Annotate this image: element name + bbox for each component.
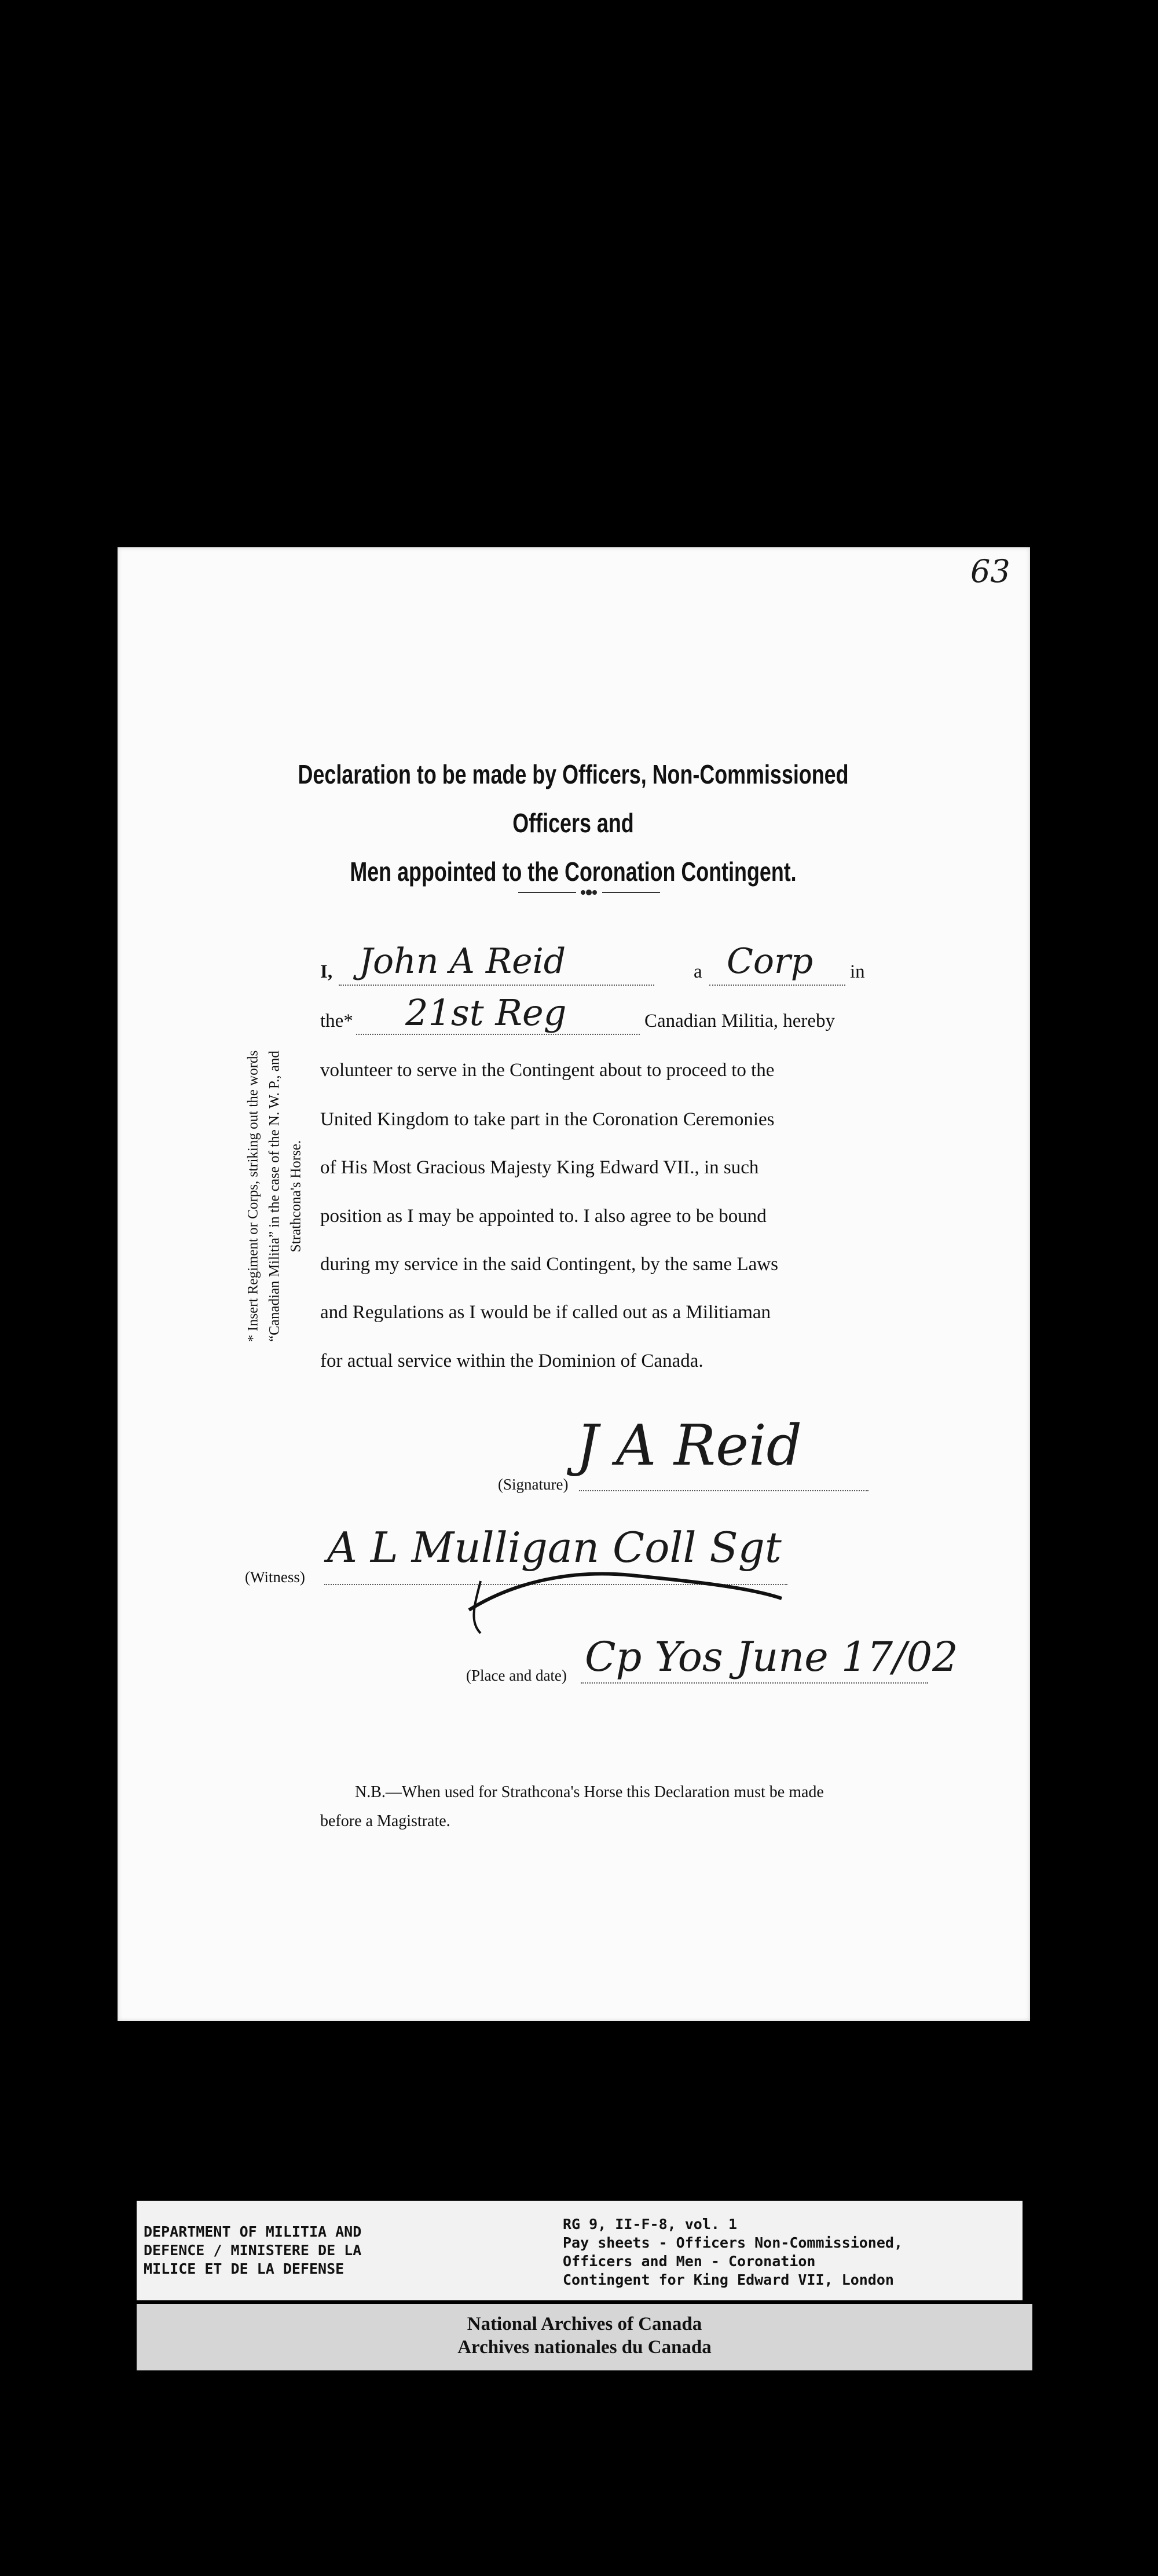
declaration-line-3: volunteer to serve in the Contingent about to proceed to the (320, 1060, 775, 1081)
place-date-field-line (581, 1682, 928, 1684)
side-note-line-3: Strathcona's Horse. (288, 1140, 304, 1253)
title-line-2: Men appointed to the Coronation Contingent. (350, 857, 797, 887)
signature-handwritten: J A Reid (576, 1413, 802, 1478)
rank-field-line (709, 985, 845, 986)
archive-reference-line-2: Pay sheets - Officers Non-Commissioned, (563, 2234, 903, 2251)
national-archives-line-1: National Archives of Canada (467, 2314, 702, 2334)
place-date-label: (Place and date) (466, 1667, 567, 1684)
document-title (280, 750, 867, 896)
signature-label: (Signature) (498, 1476, 569, 1493)
archive-department-line-3: MILICE ET DE LA DEFENSE (144, 2260, 345, 2277)
declaration-line-8: and Regulations as I would be if called out as a Militiaman (320, 1302, 771, 1323)
archive-reference-line-4: Contingent for King Edward VII, London (563, 2271, 894, 2288)
page-number: 63 (970, 553, 1010, 590)
rank-handwritten: Corp (727, 941, 813, 982)
line-2-rest: Canadian Militia, hereby (644, 1011, 835, 1031)
witness-flourish (446, 1558, 793, 1639)
name-field-line (339, 985, 654, 986)
a-label: a (694, 961, 702, 982)
side-note-line-2: “Canadian Militia” in the case of the N. W. P., and (266, 1051, 283, 1342)
in-label: in (850, 961, 865, 982)
archive-reference-line-3: Officers and Men - Coronation (563, 2253, 816, 2270)
archive-department-line-1: DEPARTMENT OF MILITIA AND (144, 2223, 362, 2240)
nb-note (320, 1778, 899, 1836)
declaration-line-6: position as I may be appointed to. I also agree to be bound (320, 1206, 767, 1227)
regiment-handwritten: 21st Reg (405, 991, 567, 1034)
archive-reference (563, 2215, 1020, 2289)
witness-handwritten: A L Mulligan Coll Sgt (327, 1523, 782, 1572)
declaration-line-5: of His Most Gracious Majesty King Edward VII., in such (320, 1157, 759, 1178)
archive-reference-line-1: RG 9, II-F-8, vol. 1 (563, 2216, 738, 2233)
declaration-line-4: United Kingdom to take part in the Coronation Ceremonies (320, 1109, 775, 1130)
declaration-line-9: for actual service within the Dominion of Canada. (320, 1351, 703, 1371)
title-line-1: Declaration to be made by Officers, Non-Commissioned Officers and (298, 759, 849, 838)
national-archives-text (137, 2312, 1032, 2359)
regiment-field-line (356, 1034, 640, 1035)
declaration-line-7: during my service in the said Contingent, by the same Laws (320, 1254, 778, 1275)
signature-field-line (579, 1490, 868, 1491)
archive-department (144, 2223, 456, 2278)
side-note-line-1: * Insert Regiment or Corps, striking out the words (245, 1050, 261, 1342)
witness-label: (Witness) (245, 1568, 305, 1586)
nb-line-2: before a Magistrate. (320, 1812, 450, 1830)
name-handwritten: John A Reid (359, 941, 566, 982)
i-label: I, (320, 961, 333, 982)
nb-line-1: N.B.—When used for Strathcona's Horse this Declaration must be made (355, 1783, 824, 1801)
archive-department-line-2: DEFENCE / MINISTERE DE LA (144, 2242, 362, 2259)
ornament-divider (518, 886, 660, 899)
the-label: the* (320, 1011, 353, 1031)
national-archives-line-2: Archives nationales du Canada (457, 2337, 712, 2358)
place-date-handwritten: Cp Yos June 17/02 (585, 1633, 958, 1681)
